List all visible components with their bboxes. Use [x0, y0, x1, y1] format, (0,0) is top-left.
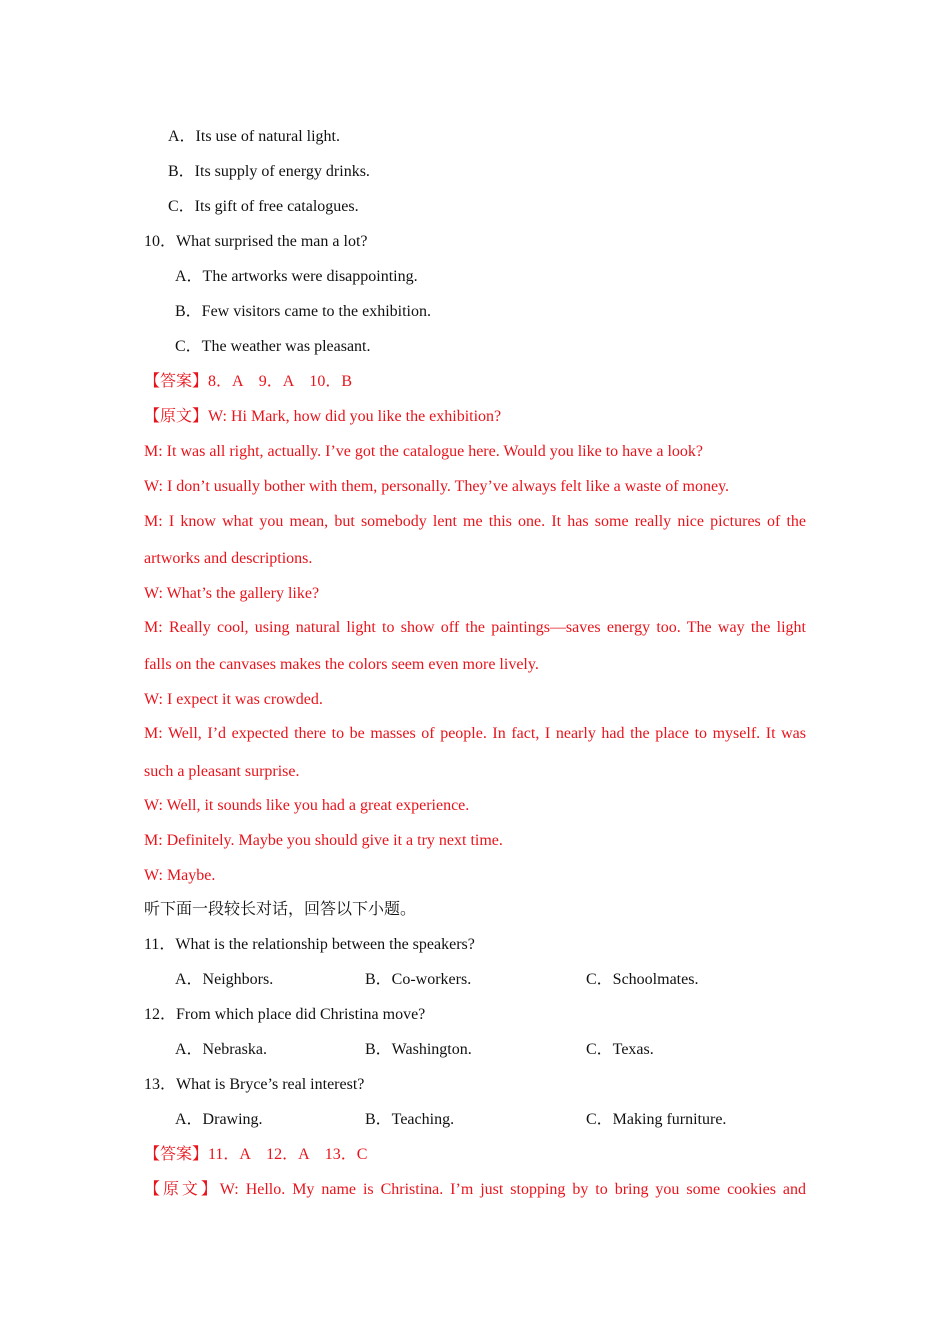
q12-question: 12．From which place did Christina move?	[144, 1006, 426, 1023]
transcript-line: W: What’s the gallery like?	[144, 585, 320, 602]
transcript-line: M: Really cool, using natural light to show off the paintings—saves energy too. The way the light	[144, 619, 806, 636]
q13-option-c: C．Making furniture.	[586, 1111, 727, 1128]
transcript-line: M: It was all right, actually. I’ve got the catalogue here. Would you like to have a look?	[144, 443, 703, 460]
transcript-tag: 【原文】	[144, 408, 209, 425]
q11-option-b: B．Co-workers.	[365, 971, 472, 988]
answer-text: 11．A 12．A 13．C	[208, 1146, 368, 1163]
transcript-line: W: I don’t usually bother with them, personally. They’ve always felt like a waste of money.	[144, 478, 730, 495]
q11-question: 11．What is the relationship between the speakers?	[144, 936, 475, 953]
q12-option-c: C．Texas.	[586, 1041, 654, 1058]
q9-option-c: C．Its gift of free catalogues.	[168, 198, 359, 215]
q12-option-a: A．Nebraska.	[175, 1041, 267, 1058]
transcript-line: such a pleasant surprise.	[144, 763, 300, 780]
transcript-line: M: I know what you mean, but somebody lent me this one. It has some really nice pictures of the	[144, 513, 806, 530]
transcript-2-justified-line	[144, 1180, 806, 1200]
q10-question: 10．What surprised the man a lot?	[144, 233, 368, 250]
transcript-first-line: W: Hello. My name is Christina. I’m just stopping by to bring you some cookies and	[219, 1181, 806, 1198]
transcript-tag: 【原文】	[144, 1181, 220, 1198]
transcript-line: M: Well, I’d expected there to be masses of people. In fact, I nearly had the place to myself. It was	[144, 725, 806, 742]
q9-option-b: B．Its supply of energy drinks.	[168, 163, 370, 180]
section-intro: 听下面一段较长对话，回答以下小题。	[144, 901, 417, 918]
transcript-line: W: I expect it was crowded.	[144, 691, 323, 708]
answer-block-1	[144, 372, 806, 392]
transcript-block-1-first	[144, 407, 806, 427]
q13-option-a: A．Drawing.	[175, 1111, 263, 1128]
answer-tag: 【答案】	[144, 373, 209, 390]
q9-option-a: A．Its use of natural light.	[168, 128, 340, 145]
transcript-block-2-first	[144, 1180, 806, 1200]
q10-option-b: B．Few visitors came to the exhibition.	[175, 303, 431, 320]
q10-option-a: A．The artworks were disappointing.	[175, 268, 418, 285]
answer-tag: 【答案】	[144, 1146, 209, 1163]
q11-option-a: A．Neighbors.	[175, 971, 274, 988]
transcript-line: W: Maybe.	[144, 867, 216, 884]
transcript-line: W: Well, it sounds like you had a great experience.	[144, 797, 470, 814]
transcript-line: falls on the canvases makes the colors seem even more lively.	[144, 656, 539, 673]
transcript-line: M: Definitely. Maybe you should give it a try next time.	[144, 832, 503, 849]
answer-text: 8．A 9．A 10．B	[208, 373, 353, 390]
q13-option-b: B．Teaching.	[365, 1111, 455, 1128]
transcript-line: artworks and descriptions.	[144, 550, 313, 567]
q12-option-b: B．Washington.	[365, 1041, 472, 1058]
answer-block-2	[144, 1145, 806, 1165]
transcript-first-line: W: Hi Mark, how did you like the exhibition?	[208, 408, 502, 425]
q13-question: 13．What is Bryce’s real interest?	[144, 1076, 365, 1093]
q11-option-c: C．Schoolmates.	[586, 971, 699, 988]
q10-option-c: C．The weather was pleasant.	[175, 338, 371, 355]
